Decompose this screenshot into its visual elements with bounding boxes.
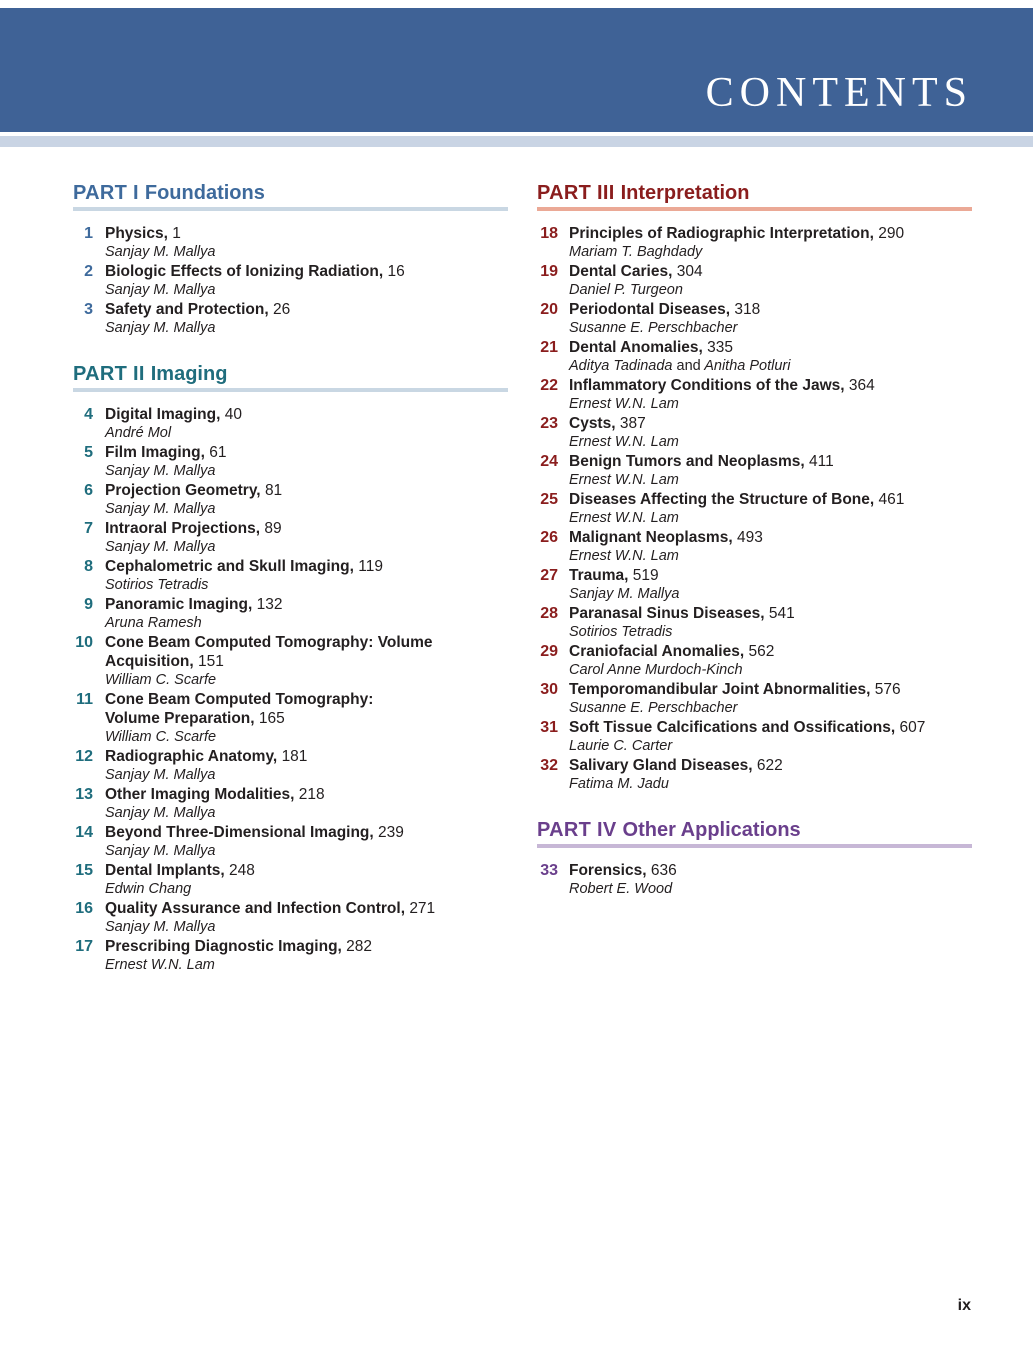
chapter-number: 4 bbox=[84, 406, 93, 423]
chapter-number: 9 bbox=[84, 596, 93, 613]
header-banner bbox=[0, 8, 1033, 132]
chapter-author: Sotirios Tetradis bbox=[105, 577, 209, 593]
toc-entry[interactable] bbox=[73, 595, 508, 633]
chapter-page: 493 bbox=[736, 529, 763, 546]
chapter-page: 607 bbox=[899, 719, 926, 736]
chapter-page: 61 bbox=[209, 444, 227, 461]
chapter-title-line1: Cone Beam Computed Tomography: bbox=[105, 691, 374, 708]
chapter-number: 12 bbox=[75, 748, 93, 765]
toc-entry[interactable] bbox=[537, 642, 972, 680]
chapter-page: 181 bbox=[281, 748, 308, 765]
toc-entry[interactable] bbox=[537, 604, 972, 642]
part-heading bbox=[73, 181, 508, 211]
chapter-number: 30 bbox=[540, 681, 558, 698]
chapter-author: Ernest W.N. Lam bbox=[569, 434, 679, 450]
part-label: PART IV bbox=[537, 819, 617, 841]
toc-entry[interactable] bbox=[537, 528, 972, 566]
chapter-author: Daniel P. Turgeon bbox=[569, 282, 683, 298]
chapter-title: Dental Anomalies, bbox=[569, 339, 703, 356]
part-heading bbox=[537, 818, 972, 848]
toc-entry[interactable] bbox=[73, 481, 508, 519]
chapter-author: Sanjay M. Mallya bbox=[105, 282, 216, 298]
chapter-author: Sotirios Tetradis bbox=[569, 624, 673, 640]
toc-entry[interactable] bbox=[537, 566, 972, 604]
chapter-author: Anitha Potluri bbox=[704, 358, 791, 374]
chapter-author: Edwin Chang bbox=[105, 881, 192, 897]
chapter-page: 119 bbox=[358, 558, 383, 575]
toc-entry[interactable] bbox=[73, 899, 508, 937]
chapter-title: Salivary Gland Diseases, bbox=[569, 757, 753, 774]
chapter-number: 5 bbox=[84, 444, 93, 461]
chapter-title: Trauma, bbox=[569, 567, 629, 584]
toc-entry[interactable] bbox=[73, 405, 508, 443]
chapter-author: Sanjay M. Mallya bbox=[105, 843, 216, 859]
chapter-title: Soft Tissue Calcifications and Ossifications, bbox=[569, 719, 896, 736]
chapter-page: 636 bbox=[650, 862, 677, 879]
chapter-author: Sanjay M. Mallya bbox=[105, 501, 216, 517]
chapter-title: Cephalometric and Skull Imaging, bbox=[105, 558, 354, 575]
toc-entry[interactable] bbox=[73, 224, 508, 262]
chapter-title: Benign Tumors and Neoplasms, bbox=[569, 453, 805, 470]
chapter-title: Periodontal Diseases, bbox=[569, 301, 731, 318]
header-stripe bbox=[0, 136, 1033, 147]
chapter-author: Sanjay M. Mallya bbox=[569, 586, 680, 602]
chapter-page: 89 bbox=[264, 520, 282, 537]
chapter-number: 29 bbox=[540, 643, 558, 660]
chapter-page: 541 bbox=[768, 605, 795, 622]
toc-entry[interactable] bbox=[73, 690, 508, 747]
chapter-page: 81 bbox=[264, 482, 283, 499]
chapter-title: Film Imaging, bbox=[105, 444, 205, 461]
chapter-author: Carol Anne Murdoch-Kinch bbox=[569, 662, 743, 678]
chapter-author: Ernest W.N. Lam bbox=[569, 396, 679, 412]
chapter-number: 21 bbox=[540, 339, 558, 356]
chapter-title: Radiographic Anatomy, bbox=[105, 748, 278, 765]
chapter-title: Inflammatory Conditions of the Jaws, bbox=[569, 377, 845, 394]
toc-entry[interactable] bbox=[73, 823, 508, 861]
chapter-title: Projection Geometry, bbox=[105, 482, 261, 499]
chapter-page: 364 bbox=[848, 377, 875, 394]
chapter-title: Quality Assurance and Infection Control, bbox=[105, 900, 405, 917]
chapter-title: Dental Caries, bbox=[569, 263, 673, 280]
chapter-page: 519 bbox=[632, 567, 659, 584]
chapter-page: 239 bbox=[378, 824, 404, 841]
chapter-title: Craniofacial Anomalies, bbox=[569, 643, 745, 660]
chapter-number: 26 bbox=[540, 529, 558, 546]
chapter-author: Sanjay M. Mallya bbox=[105, 539, 216, 555]
chapter-number: 23 bbox=[540, 415, 558, 432]
toc-entry[interactable] bbox=[73, 785, 508, 823]
part-heading bbox=[537, 181, 972, 211]
chapter-number: 10 bbox=[75, 634, 93, 651]
part-label: PART I bbox=[73, 182, 139, 204]
chapter-page: 26 bbox=[272, 301, 291, 318]
toc-entry[interactable] bbox=[537, 490, 972, 528]
chapter-author: Ernest W.N. Lam bbox=[569, 472, 679, 488]
chapter-author: William C. Scarfe bbox=[105, 729, 217, 745]
chapter-title: Volume Preparation, bbox=[105, 710, 255, 727]
chapter-page: 387 bbox=[619, 415, 646, 432]
chapter-author: Mariam T. Baghdady bbox=[569, 244, 703, 260]
chapter-title: Intraoral Projections, bbox=[105, 520, 261, 537]
chapter-number: 24 bbox=[540, 453, 558, 470]
chapter-page: 290 bbox=[878, 225, 905, 242]
chapter-author: Fatima M. Jadu bbox=[569, 776, 669, 792]
chapter-author: Sanjay M. Mallya bbox=[105, 320, 216, 336]
toc-entry[interactable] bbox=[537, 300, 972, 338]
toc-entry[interactable] bbox=[73, 519, 508, 557]
toc-entry[interactable] bbox=[73, 300, 508, 338]
chapter-author: Ernest W.N. Lam bbox=[569, 510, 679, 526]
chapter-number: 2 bbox=[84, 263, 93, 280]
chapter-title: Temporomandibular Joint Abnormalities, bbox=[569, 681, 871, 698]
part-title: Imaging bbox=[150, 363, 228, 385]
chapter-page: 576 bbox=[874, 681, 901, 698]
chapter-title-line1: Cone Beam Computed Tomography: Volume bbox=[105, 634, 433, 651]
toc-entry[interactable] bbox=[537, 718, 972, 756]
toc-entry[interactable] bbox=[73, 747, 508, 785]
chapter-author: Laurie C. Carter bbox=[569, 738, 673, 754]
chapter-number: 3 bbox=[84, 301, 93, 318]
chapter-title: Physics, bbox=[105, 225, 168, 242]
chapter-number: 1 bbox=[84, 225, 93, 242]
chapter-page: 132 bbox=[256, 596, 283, 613]
toc-entry[interactable] bbox=[537, 414, 972, 452]
toc-entry[interactable] bbox=[73, 557, 508, 595]
chapter-author: Aruna Ramesh bbox=[105, 615, 202, 631]
chapter-title: Prescribing Diagnostic Imaging, bbox=[105, 938, 342, 955]
chapter-author: Susanne E. Perschbacher bbox=[569, 320, 738, 336]
part-title: Interpretation bbox=[620, 182, 750, 204]
chapter-title: Digital Imaging, bbox=[105, 406, 221, 423]
chapter-number: 17 bbox=[75, 938, 93, 955]
toc-entry[interactable] bbox=[537, 452, 972, 490]
part-heading bbox=[73, 362, 508, 392]
chapter-author: Sanjay M. Mallya bbox=[105, 805, 216, 821]
chapter-page: 151 bbox=[198, 653, 224, 670]
chapter-author: Sanjay M. Mallya bbox=[105, 463, 216, 479]
chapter-number: 6 bbox=[84, 482, 93, 499]
part-chapters bbox=[537, 224, 972, 794]
chapter-title: Acquisition, bbox=[105, 653, 194, 670]
part-chapters bbox=[73, 224, 508, 338]
chapter-page: 271 bbox=[409, 900, 436, 917]
chapter-page: 304 bbox=[676, 263, 703, 280]
chapter-page: 40 bbox=[224, 406, 242, 423]
chapter-title: Beyond Three-Dimensional Imaging, bbox=[105, 824, 374, 841]
left-column bbox=[73, 181, 508, 975]
toc-entry[interactable] bbox=[537, 224, 972, 262]
toc-entry[interactable] bbox=[73, 861, 508, 899]
chapter-title: Cysts, bbox=[569, 415, 616, 432]
chapter-number: 7 bbox=[84, 520, 93, 537]
chapter-author: Ernest W.N. Lam bbox=[569, 548, 679, 564]
chapter-author: Aditya Tadinada bbox=[569, 358, 673, 374]
chapter-title: Biologic Effects of Ionizing Radiation, bbox=[105, 263, 384, 280]
chapter-page: 318 bbox=[734, 301, 761, 318]
chapter-author: Sanjay M. Mallya bbox=[105, 919, 216, 935]
toc-entry[interactable] bbox=[537, 680, 972, 718]
toc-entry[interactable] bbox=[537, 861, 972, 899]
part-label: PART II bbox=[73, 363, 145, 385]
chapter-number: 25 bbox=[540, 491, 558, 508]
chapter-author: Sanjay M. Mallya bbox=[105, 767, 216, 783]
chapter-author: André Mol bbox=[105, 425, 172, 441]
chapter-page: 1 bbox=[172, 225, 181, 242]
chapter-title: Principles of Radiographic Interpretation, bbox=[569, 225, 874, 242]
chapter-title: Malignant Neoplasms, bbox=[569, 529, 733, 546]
toc-entry[interactable] bbox=[73, 262, 508, 300]
toc-entry[interactable] bbox=[73, 937, 508, 975]
chapter-page: 218 bbox=[298, 786, 325, 803]
chapter-number: 31 bbox=[540, 719, 558, 736]
chapter-number: 13 bbox=[75, 786, 93, 803]
toc-entry[interactable] bbox=[537, 262, 972, 300]
chapter-number: 11 bbox=[76, 691, 93, 708]
chapter-number: 19 bbox=[540, 263, 558, 280]
chapter-title: Paranasal Sinus Diseases, bbox=[569, 605, 765, 622]
toc-entry[interactable] bbox=[537, 376, 972, 414]
chapter-number: 22 bbox=[540, 377, 558, 394]
chapter-title: Dental Implants, bbox=[105, 862, 225, 879]
chapter-author: Sanjay M. Mallya bbox=[105, 244, 216, 260]
chapter-number: 16 bbox=[75, 900, 93, 917]
chapter-number: 20 bbox=[540, 301, 558, 318]
part-title: Foundations bbox=[144, 182, 265, 204]
page-title: CONTENTS bbox=[705, 70, 973, 116]
author-conjunction: and bbox=[676, 358, 701, 374]
chapter-title: Other Imaging Modalities, bbox=[105, 786, 295, 803]
chapter-title: Diseases Affecting the Structure of Bone, bbox=[569, 491, 875, 508]
chapter-page: 248 bbox=[229, 862, 255, 879]
part-title: Other Applications bbox=[622, 819, 801, 841]
chapter-page: 622 bbox=[756, 757, 783, 774]
chapter-page: 562 bbox=[748, 643, 775, 660]
chapter-author: Robert E. Wood bbox=[569, 881, 673, 897]
chapter-page: 461 bbox=[878, 491, 905, 508]
toc-entry[interactable] bbox=[73, 443, 508, 481]
part-label: PART III bbox=[537, 182, 615, 204]
chapter-number: 28 bbox=[540, 605, 558, 622]
chapter-title: Forensics, bbox=[569, 862, 647, 879]
part-chapters bbox=[73, 405, 508, 975]
chapter-number: 18 bbox=[540, 225, 558, 242]
chapter-page: 411 bbox=[809, 453, 834, 470]
chapter-author: Susanne E. Perschbacher bbox=[569, 700, 738, 716]
toc-entry[interactable] bbox=[537, 756, 972, 794]
toc-entry[interactable] bbox=[537, 338, 972, 376]
chapter-number: 15 bbox=[75, 862, 93, 879]
chapter-number: 32 bbox=[540, 757, 558, 774]
right-column bbox=[537, 181, 972, 899]
chapter-author: Ernest W.N. Lam bbox=[105, 957, 215, 973]
chapter-page: 16 bbox=[387, 263, 405, 280]
chapter-number: 14 bbox=[75, 824, 93, 841]
part-chapters bbox=[537, 861, 972, 899]
page-number: ix bbox=[957, 1297, 971, 1314]
chapter-number: 27 bbox=[540, 567, 558, 584]
chapter-page: 165 bbox=[258, 710, 285, 727]
chapter-title: Safety and Protection, bbox=[105, 301, 269, 318]
chapter-page: 335 bbox=[707, 339, 733, 356]
chapter-title: Panoramic Imaging, bbox=[105, 596, 253, 613]
chapter-number: 8 bbox=[84, 558, 93, 575]
chapter-author: William C. Scarfe bbox=[105, 672, 217, 688]
toc-entry[interactable] bbox=[73, 633, 508, 690]
chapter-page: 282 bbox=[346, 938, 373, 955]
chapter-number: 33 bbox=[540, 862, 558, 879]
